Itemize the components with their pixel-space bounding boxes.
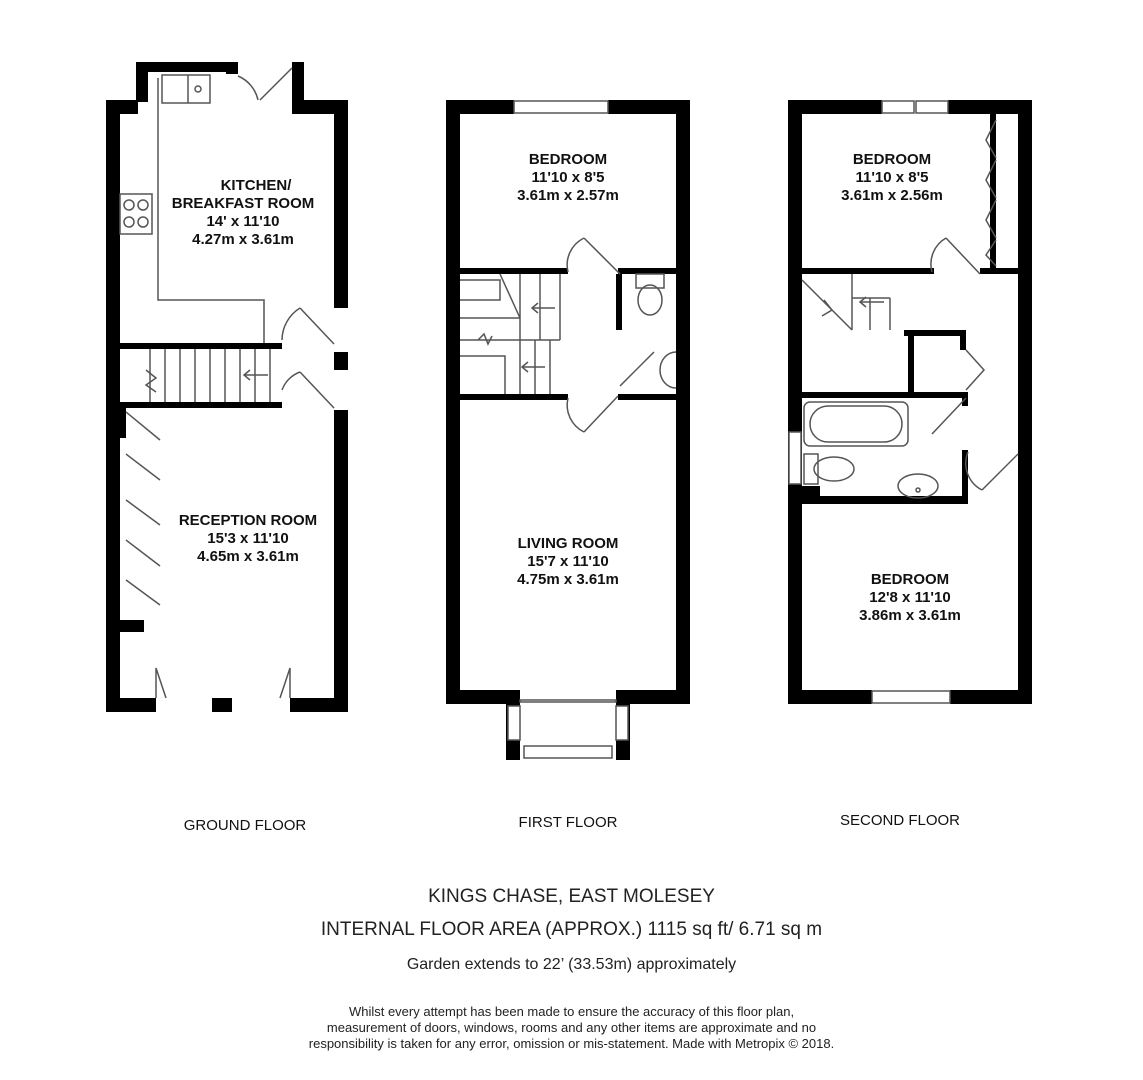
disclaimer-line: measurement of doors, windows, rooms and any other items are approximate and no <box>326 1020 817 1035</box>
room-name-line: LIVING ROOM <box>517 535 619 552</box>
room-metric-dimensions: 4.27m x 3.61m <box>192 231 294 248</box>
floor-label: FIRST FLOOR <box>518 814 618 831</box>
second-floor-plan <box>788 100 1032 829</box>
garden-note: Garden extends to 22’ (33.53m) approximately <box>406 956 737 973</box>
ground-floor-fixtures <box>120 68 334 698</box>
property-title: KINGS CHASE, EAST MOLESEY <box>428 886 715 907</box>
room-name-line: BREAKFAST ROOM <box>171 195 315 212</box>
room-metric-dimensions: 3.86m x 3.61m <box>859 607 961 624</box>
room-imperial-dimensions: 15'3 x 11'10 <box>207 530 289 547</box>
disclaimer-line: responsibility is taken for any error, omission or mis-statement. Made with Metropix © 2018. <box>308 1036 835 1051</box>
room-imperial-dimensions: 14' x 11'10 <box>206 213 280 230</box>
disclaimer-line: Whilst every attempt has been made to ensure the accuracy of this floor plan, <box>348 1004 795 1019</box>
room-imperial-dimensions: 11'10 x 8'5 <box>531 169 605 186</box>
ground-floor-walls <box>106 62 348 712</box>
ground-floor-plan <box>106 62 348 834</box>
room-metric-dimensions: 4.65m x 3.61m <box>197 548 299 565</box>
room-imperial-dimensions: 11'10 x 8'5 <box>855 169 929 186</box>
internal-floor-area: INTERNAL FLOOR AREA (APPROX.) 1115 sq ft/ 6.71 sq m <box>320 919 823 940</box>
room-imperial-dimensions: 15'7 x 11'10 <box>527 553 609 570</box>
floor-label: SECOND FLOOR <box>839 812 961 829</box>
room-metric-dimensions: 3.61m x 2.56m <box>841 187 943 204</box>
room-name-line: BEDROOM <box>870 571 950 588</box>
room-name-line: BEDROOM <box>852 151 932 168</box>
first-floor-plan <box>446 100 690 831</box>
room-name-line: KITCHEN/ <box>220 177 292 194</box>
room-name-line: BEDROOM <box>528 151 608 168</box>
room-metric-dimensions: 3.61m x 2.57m <box>517 187 619 204</box>
room-metric-dimensions: 4.75m x 3.61m <box>517 571 619 588</box>
floor-label: GROUND FLOOR <box>183 817 307 834</box>
room-imperial-dimensions: 12'8 x 11'10 <box>869 589 951 606</box>
room-name-line: RECEPTION ROOM <box>178 512 318 529</box>
